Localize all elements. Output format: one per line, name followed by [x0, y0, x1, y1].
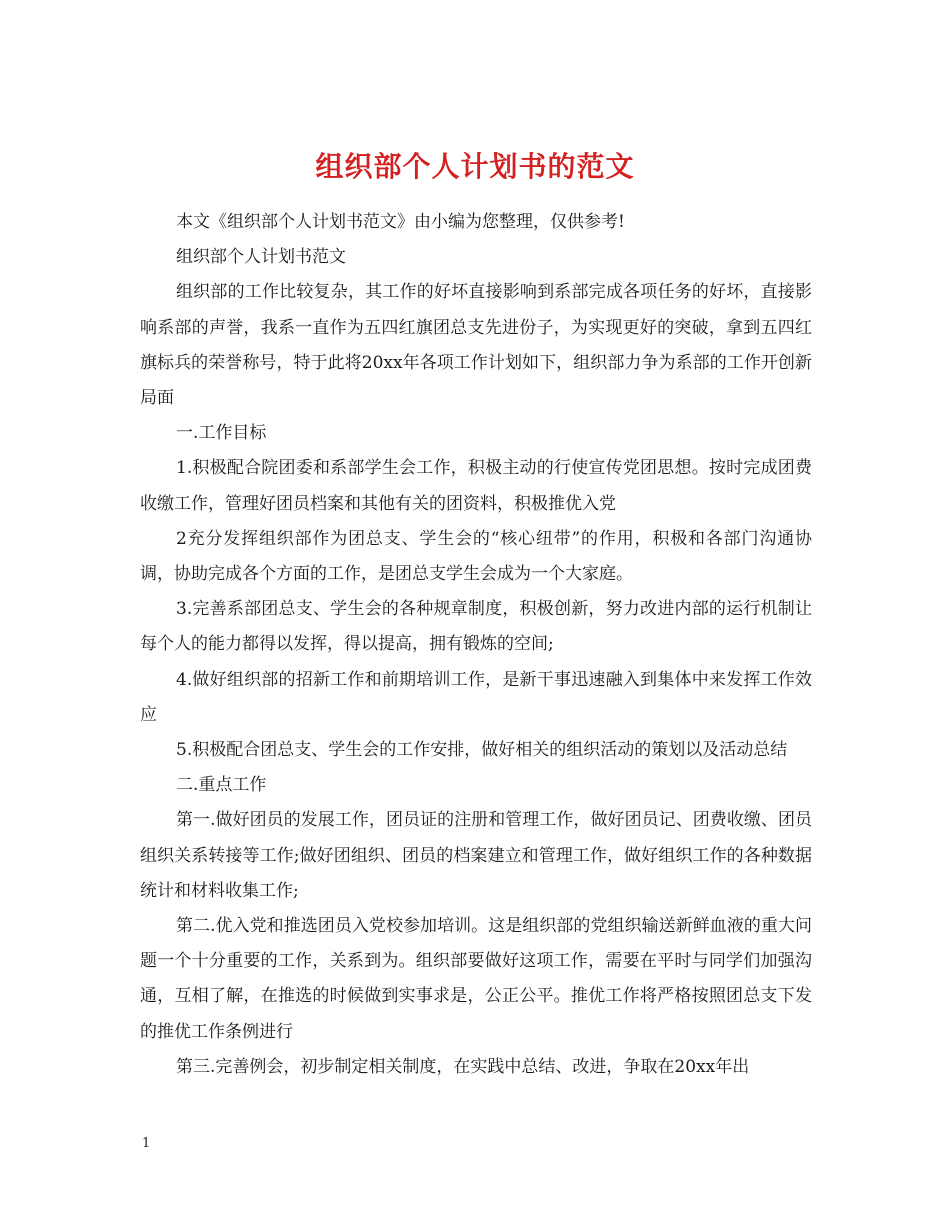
- paragraph-goal-1: 1.积极配合院团委和系部学生会工作，积极主动的行使宣传党团思想。按时完成团费收缴工作，管理好团员档案和其他有关的团资料，积极推优入党: [140, 458, 812, 514]
- paragraph-key-work-3: 第三.完善例会，初步制定相关制度，在实践中总结、改进，争取在20xx年出: [176, 1056, 750, 1077]
- section-heading-key-work: 二.重点工作: [176, 775, 267, 796]
- document-title: 组织部个人计划书的范文: [315, 149, 635, 183]
- paragraph-goal-2: 2充分发挥组织部作为团总支、学生会的“核心纽带”的作用，积极和各部门沟通协调，协助完成各个方面的工作，是团总支学生会成为一个大家庭。: [140, 528, 812, 585]
- paragraph-intro: 本文《组织部个人计划书范文》由小编为您整理，仅供参考!: [176, 212, 625, 232]
- page-number: 1: [142, 1136, 151, 1151]
- paragraph-subtitle: 组织部个人计划书范文: [176, 247, 346, 268]
- document-body: [140, 205, 812, 1085]
- paragraph-goal-3: 3.完善系部团总支、学生会的各种规章制度，积极创新，努力改进内部的运行机制让每个人的能力都得以发挥，得以提高，拥有锻炼的空间;: [140, 599, 812, 655]
- paragraph-goal-4: 4.做好组织部的招新工作和前期培训工作，是新干事迅速融入到集体中来发挥工作效应: [140, 669, 812, 725]
- section-heading-goals: 一.工作目标: [176, 423, 267, 444]
- paragraph-goal-5: 5.积极配合团总支、学生会的工作安排，做好相关的组织活动的策划以及活动总结: [176, 740, 788, 761]
- paragraph-key-work-1: 第一.做好团员的发展工作，团员证的注册和管理工作，做好团员记、团费收缴、团员组织关系转接等工作;做好团组织、团员的档案建立和管理工作，做好组织工作的各种数据统计和材料收集工作;: [140, 810, 812, 901]
- paragraph-overview: 组织部的工作比较复杂，其工作的好坏直接影响到系部完成各项任务的好坏，直接影响系部的声誉，我系一直作为五四红旗团总支先进份子，为实现更好的突破，拿到五四红旗标兵的荣誉称号，特于此将20xx年各项工作计划如下，组织部力争为系部的工作开创新局面: [140, 282, 812, 409]
- paragraph-key-work-2: 第二.优入党和推选团员入党校参加培训。这是组织部的党组织输送新鲜血液的重大问题一个十分重要的工作，关系到为。组织部要做好这项工作，需要在平时与同学们加强沟通，互相了解，在推选的时候做到实事求是，公正公平。推优工作将严格按照团总支下发的推优工作条例进行: [140, 916, 812, 1042]
